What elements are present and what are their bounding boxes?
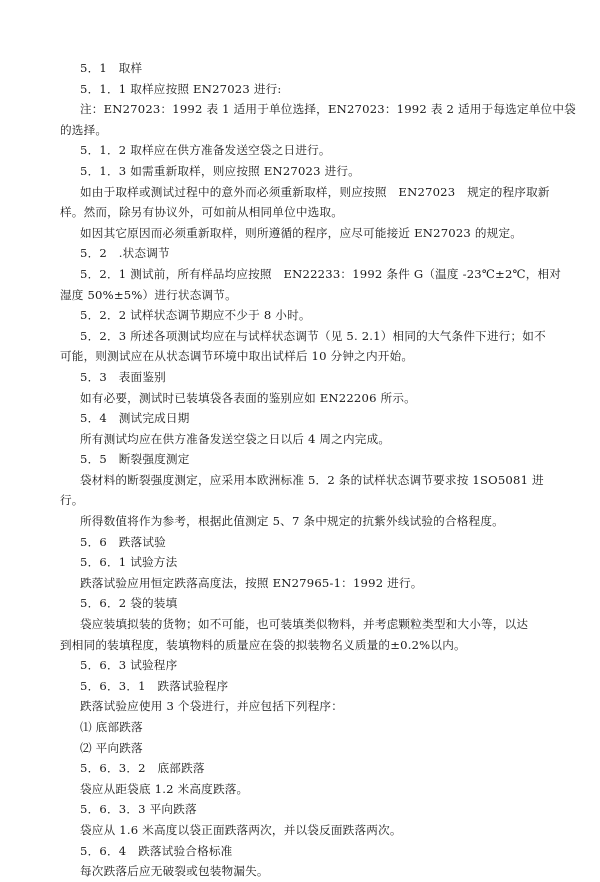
text-line: 5．1．2 取样应在供方准备发送空袋之日进行。 <box>80 143 331 158</box>
text-line: 所得数值将作为参考，根据此值测定 5、7 条中规定的抗紫外线试验的合格程度。 <box>80 514 504 529</box>
text-line: 5．1 取样 <box>80 61 143 75</box>
text-line: 袋应从距袋底 1.2 米高度跌落。 <box>80 781 249 796</box>
text-line: 袋应从 1.6 米高度以袋正面跌落两次，并以袋反面跌落两次。 <box>80 822 402 837</box>
text-line: 所有测试均应在供方准备发送空袋之日以后 4 周之内完成。 <box>80 431 391 446</box>
text-line: 5．6．3．3 平向跌落 <box>80 802 197 817</box>
text-line: 5．1．3 如需重新取样，则应按照 EN27023 进行。 <box>80 163 360 178</box>
text-line: 5．2．3 所述各项测试均应在与试样状态调节（见 5. 2.1）相同的大气条件下进行；如不 <box>80 328 546 343</box>
text-line: 5．1．1 取样应按照 EN27023 进行: <box>80 81 282 96</box>
text-line: 湿度 50%±5%）进行状态调节。 <box>60 287 237 302</box>
text-line: 5．6．3．2 底部跌落 <box>80 761 205 776</box>
text-line: 如因其它原因而必须重新取样，则所遵循的程序，应尽可能接近 EN27023 的规定。 <box>80 225 523 240</box>
text-line: 袋材料的断裂强度测定，应采用本欧洲标准 5．2 条的试样状态调节要求按 1SO5081 进 <box>80 472 544 487</box>
text-line: 到相同的装填程度，装填物料的质量应在袋的拟装物名义质量的±0.2%以内。 <box>60 637 466 652</box>
text-line: 袋应装填拟装的货物；如不可能，也可装填类似物料，并考虑颗粒类型和大小等，以达 <box>80 617 529 632</box>
document-page <box>0 58 600 882</box>
text-line: 5．2．1 测试前，所有样品均应按照 EN22233：1992 条件 G（温度 -23℃±2℃，相对 <box>80 266 562 281</box>
text-line: 样。然而，除另有协议外，可如前从相同单位中选取。 <box>60 205 344 220</box>
text-line: 5．6 跌落试验 <box>80 534 166 549</box>
text-line: 5．6．3．1 跌落试验程序 <box>80 678 229 693</box>
text-line: 5．3 表面鉴别 <box>80 369 166 384</box>
text-line: 行。 <box>60 493 84 508</box>
text-line: 的选择。 <box>60 122 108 137</box>
text-line: ⑵ 平向跌落 <box>80 740 143 755</box>
text-line: 5．6．4 跌落试验合格标准 <box>80 843 233 858</box>
text-line: 如有必要，测试时已装填袋各表面的鉴别应如 EN22206 所示。 <box>80 390 416 405</box>
text-line: 如由于取样或测试过程中的意外而必须重新取样，则应按照 EN27023 规定的程序取新 <box>80 184 550 199</box>
text-line: 可能，则测试应在从状态调节环境中取出试样后 10 分钟之内开始。 <box>60 349 414 364</box>
text-line: 5．6．1 试验方法 <box>80 555 178 570</box>
text-line: 5．2．2 试样状态调节期应不少于 8 小时。 <box>80 308 311 323</box>
text-line: 注：EN27023：1992 表 1 适用于单位选择，EN27023：1992 表 2 适用于每选定单位中袋 <box>80 102 576 117</box>
text-line: ⑴ 底部跌落 <box>80 720 143 734</box>
text-line: 跌落试验应使用 3 个袋进行，并应包括下列程序： <box>80 699 344 714</box>
text-line: 5．2 .状态调节 <box>80 246 170 261</box>
text-line: 5．6．2 袋的装填 <box>80 596 178 611</box>
text-line: 5．6．3 试验程序 <box>80 658 178 673</box>
text-line: 5．5 断裂强度测定 <box>80 452 190 467</box>
text-line: 5．4 测试完成日期 <box>80 411 190 426</box>
text-line: 每次跌落后应无破裂或包装物漏失。 <box>80 864 269 879</box>
text-line: 跌落试验应用恒定跌落高度法，按照 EN27965-1：1992 进行。 <box>80 575 423 590</box>
